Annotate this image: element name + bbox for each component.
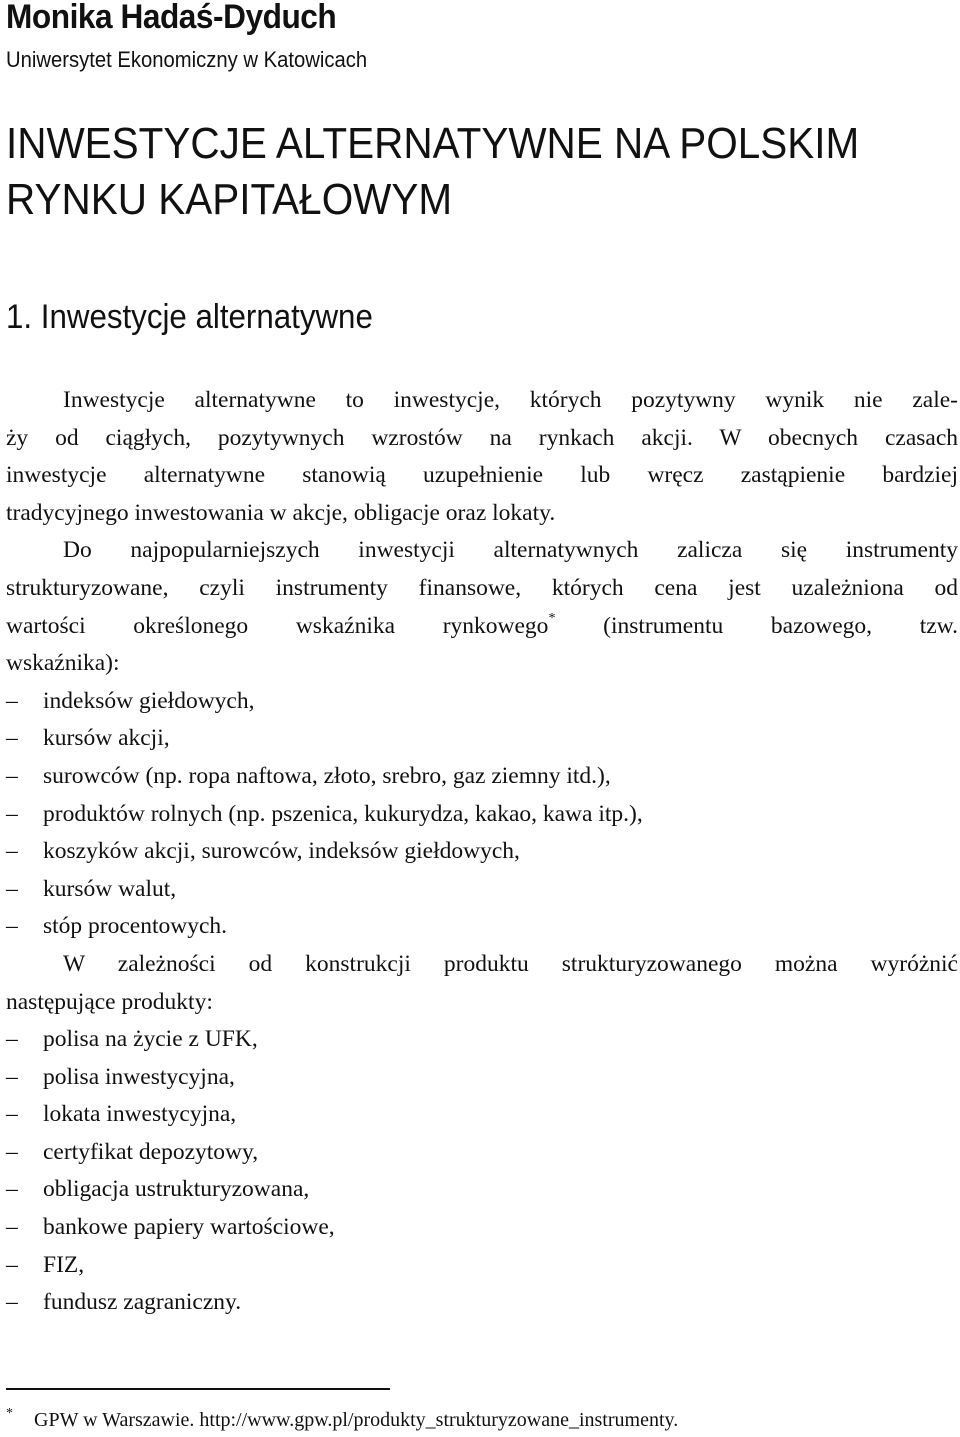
list-item [6,1134,958,1172]
list-item-text: koszyków akcji, surowców, indeksów giełdowych, [43,838,520,865]
section-heading: 1. Inwestycje alternatywne [6,298,373,336]
list-item-text: certyfikat depozytowy, [43,1138,259,1165]
dash-bullet: – [6,1101,18,1128]
author-affiliation: Uniwersytet Ekonomiczny w Katowicach [6,47,368,72]
dash-bullet: – [6,838,18,865]
author-name: Monika Hadaś-Dyduch [6,0,337,36]
list-item [6,1209,958,1247]
dash-bullet: – [6,1251,18,1278]
paragraph-1-line: inwestycje alternatywne stanowią uzupełnienie lub wręcz zastąpienie bardziej [6,462,958,489]
list-item [6,796,958,834]
footnote-text[interactable]: GPW w Warszawie. http://www.gpw.pl/produkty_strukturyzowane_instrumenty. [34,1409,679,1431]
paragraph-1-line: ży od ciągłych, pozytywnych wzrostów na rynkach akcji. W obecnych czasach [6,424,958,451]
instrument-list [6,683,958,946]
product-list [6,1021,958,1322]
dash-bullet: – [6,1063,18,1090]
paragraph-1-line: Inwestycje alternatywne to inwestycje, których pozytywny wynik nie zale- [63,387,958,413]
footnote-reference[interactable]: * [548,610,556,626]
paragraph-2-line-with-footnote [6,608,958,646]
dash-bullet: – [6,913,18,940]
footnote [6,1406,678,1432]
list-item [6,1284,958,1322]
list-item [6,1247,958,1285]
list-item [6,758,958,796]
list-item-text: obligacja ustrukturyzowana, [43,1176,310,1203]
list-item [6,1096,958,1134]
paragraph-3-line: następujące produkty: [6,988,213,1015]
list-item [6,1171,958,1209]
list-item-text: fundusz zagraniczny. [43,1289,242,1316]
list-item [6,1059,958,1097]
list-item-text: produktów rolnych (np. pszenica, kukurydza, kakao, kawa itp.), [43,800,643,827]
dash-bullet: – [6,1138,18,1165]
list-item-text: polisa na życie z UFK, [43,1026,258,1053]
body-text [6,382,958,1322]
list-item [6,720,958,758]
list-item [6,908,958,946]
paper-title-line-1: INWESTYCJE ALTERNATYWNE NA POLSKIM [6,119,860,168]
paragraph-2-line: strukturyzowane, czyli instrumenty finansowe, których cena jest uzależniona od [6,574,958,601]
list-item-text: polisa inwestycyjna, [43,1063,235,1090]
list-item [6,1021,958,1059]
dash-bullet: – [6,1026,18,1053]
paragraph-2-line: Do najpopularniejszych inwestycji alternatywnych zalicza się instrumenty [63,537,958,564]
list-item [6,683,958,721]
list-item-text: indeksów giełdowych, [43,687,255,714]
dash-bullet: – [6,762,18,789]
list-item-text: kursów akcji, [43,725,170,752]
paragraph-2-line: wskaźnika): [6,650,120,677]
list-item-text: kursów walut, [43,875,177,902]
list-item [6,833,958,871]
dash-bullet: – [6,1214,18,1241]
list-item [6,871,958,909]
dash-bullet: – [6,1176,18,1203]
list-item-text: surowców (np. ropa naftowa, złoto, srebro, gaz ziemny itd.), [43,762,611,789]
footnote-divider [6,1388,390,1390]
paper-title [6,116,859,228]
list-item-text: lokata inwestycyjna, [43,1101,237,1128]
dash-bullet: – [6,1289,18,1316]
dash-bullet: – [6,800,18,827]
paragraph-2-text: wartości określonego wskaźnika rynkowego [6,612,549,639]
dash-bullet: – [6,687,18,714]
list-item-text: bankowe papiery wartościowe, [43,1214,335,1241]
dash-bullet: – [6,725,18,752]
dash-bullet: – [6,875,18,902]
list-item-text: stóp procentowych. [43,913,228,940]
paragraph-2-text: (instrumentu bazowego, tzw. [603,612,958,639]
paragraph-1-line: tradycyjnego inwestowania w akcje, obligacje oraz lokaty. [6,499,556,526]
paragraph-3-line: W zależności od konstrukcji produktu strukturyzowanego można wyróżnić [63,950,958,977]
list-item-text: FIZ, [43,1251,85,1278]
footnote-mark: * [6,1406,13,1421]
paper-title-line-2: RYNKU KAPITAŁOWYM [6,175,453,224]
